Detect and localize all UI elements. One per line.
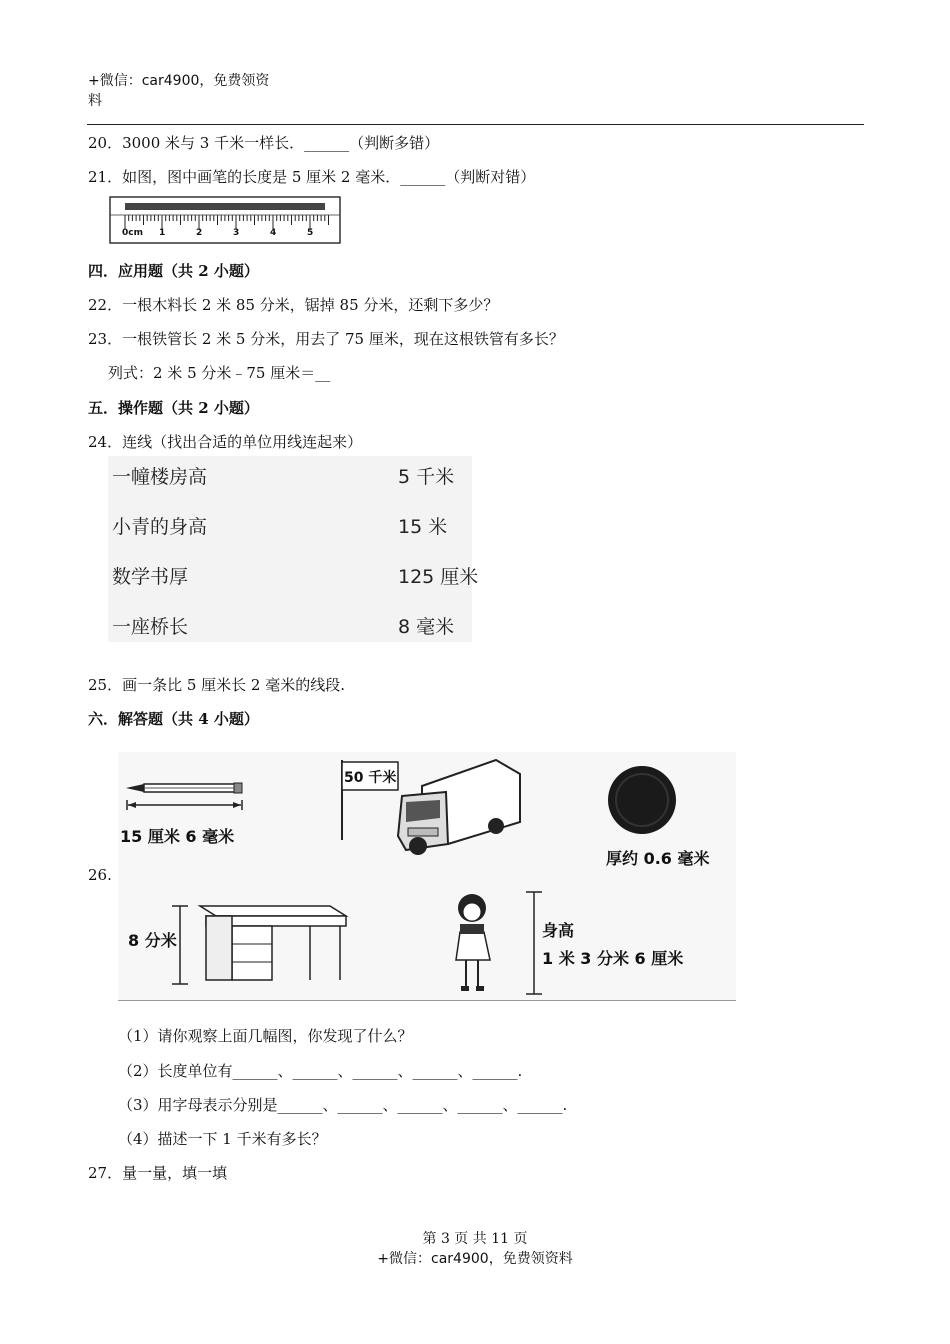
pencil-length-label: 15 厘米 6 毫米	[120, 827, 235, 846]
ruler-label: 0cm	[122, 228, 143, 238]
match-left-2[interactable]: 小青的身高	[112, 516, 208, 538]
section-4-title: 四．应用题（共 2 小题）	[88, 262, 259, 280]
measurement-figure	[118, 752, 736, 1001]
question-24: 24．连线（找出合适的单位用线连起来）	[88, 433, 363, 451]
match-left-1[interactable]: 一幢楼房高	[112, 466, 208, 488]
footer-page-number: 第 3 页 共 11 页	[422, 1231, 528, 1247]
header-contact-line1: +微信：car4900，免费领资	[88, 73, 270, 89]
ruler-label: 1	[159, 228, 166, 238]
girl-icon	[448, 886, 558, 998]
question-20: 20．3000 米与 3 千米一样长．______（判断多错）	[88, 134, 440, 152]
question-26-number: 26.	[88, 866, 112, 884]
desk-height-label: 8 分米	[128, 931, 177, 950]
flag-distance-label: 50 千米	[344, 770, 397, 786]
header-contact-line2: 料	[88, 93, 102, 109]
question-22: 22．一根木料长 2 米 85 分米，锯掉 85 分米，还剩下多少？	[88, 296, 499, 314]
match-right-4[interactable]: 8 毫米	[398, 616, 455, 638]
ruler-label: 2	[196, 228, 203, 238]
question-23: 23．一根铁管长 2 米 5 分米，用去了 75 厘米，现在这根铁管有多长？	[88, 330, 564, 348]
height-title-label: 身高	[542, 921, 575, 940]
question-27: 27．量一量，填一填	[88, 1164, 228, 1182]
height-value-label: 1 米 3 分米 6 厘米	[542, 949, 684, 968]
match-right-3[interactable]: 125 厘米	[398, 566, 479, 588]
coin-icon	[606, 764, 678, 836]
ruler-figure	[108, 195, 344, 245]
section-6-title: 六．解答题（共 4 小题）	[88, 710, 259, 728]
pencil-icon	[124, 780, 250, 812]
question-21: 21．如图，图中画笔的长度是 5 厘米 2 毫米．______（判断对错）	[88, 168, 536, 186]
section-5-title: 五．操作题（共 2 小题）	[88, 399, 259, 417]
header-divider	[87, 124, 864, 125]
question-26-part-2: （2）长度单位有______、______、______、______、______.	[118, 1062, 523, 1080]
question-26-part-4: （4）描述一下 1 千米有多长？	[118, 1130, 327, 1148]
footer-contact: +微信：car4900，免费领资料	[377, 1251, 573, 1267]
question-25: 25．画一条比 5 厘米长 2 毫米的线段.	[88, 676, 346, 694]
match-left-4[interactable]: 一座桥长	[112, 616, 189, 638]
match-right-1[interactable]: 5 千米	[398, 466, 455, 488]
match-right-2[interactable]: 15 米	[398, 516, 448, 538]
ruler-label: 5	[307, 228, 314, 238]
question-26-part-3: （3）用字母表示分别是______、______、______、______、______.	[118, 1096, 568, 1114]
ruler-label: 3	[233, 228, 240, 238]
question-26-part-1: （1）请你观察上面几幅图，你发现了什么？	[118, 1027, 413, 1045]
desk-icon	[160, 900, 350, 990]
coin-thickness-label: 厚约 0.6 毫米	[606, 849, 710, 868]
question-23-formula: 列式：2 米 5 分米﹣75 厘米＝__	[108, 364, 331, 382]
match-left-3[interactable]: 数学书厚	[112, 566, 189, 588]
ruler-label: 4	[270, 228, 277, 238]
